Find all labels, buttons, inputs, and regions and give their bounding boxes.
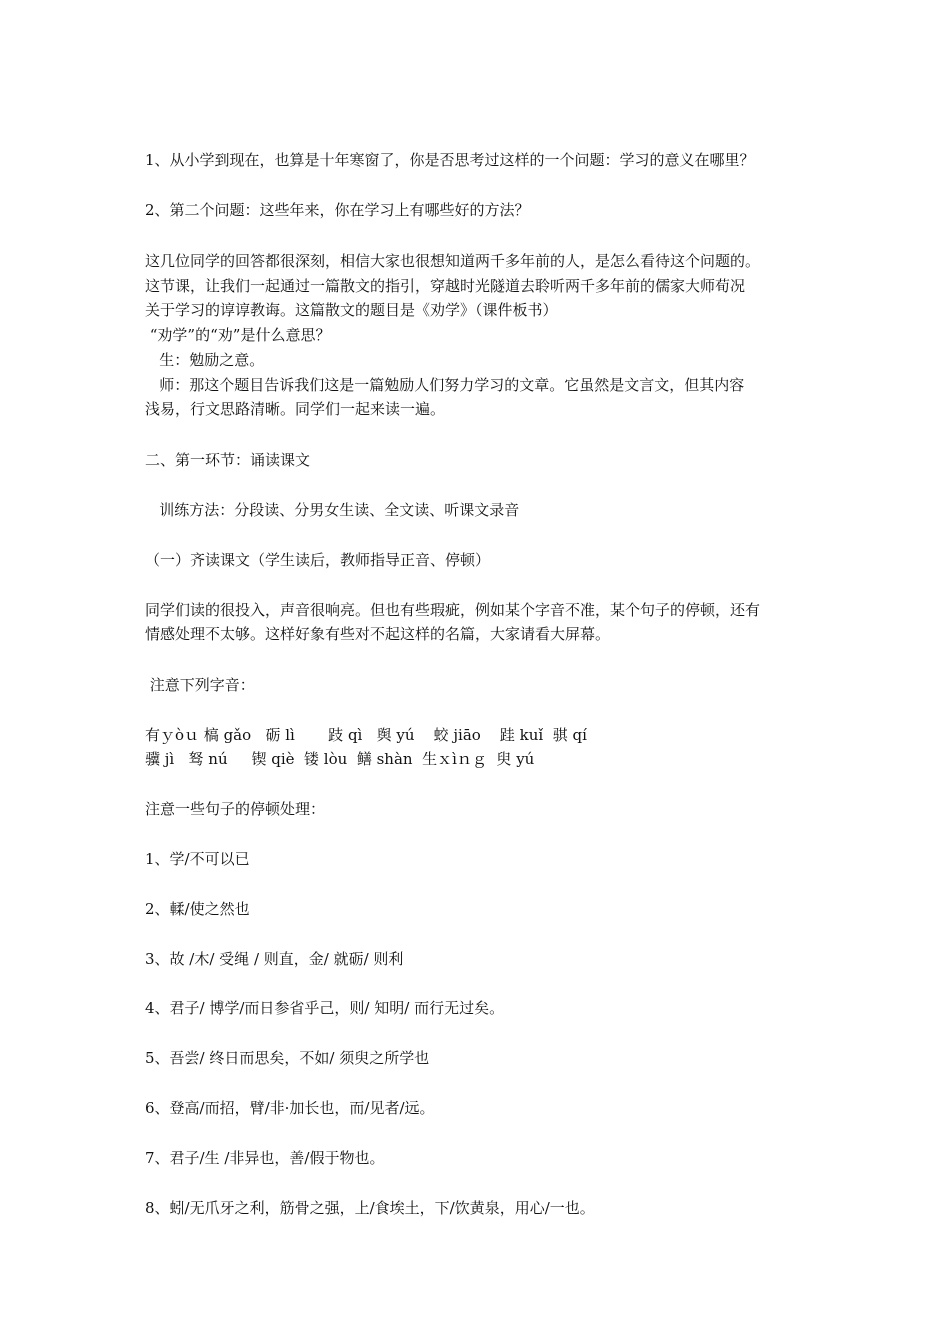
feedback-line-2: 情感处理不太够。这样好象有些对不起这样的名篇，大家请看大屏幕。 (145, 625, 611, 643)
intro-line-2: 这节课，让我们一起通过一篇散文的指引，穿越时光隧道去聆听两千多年前的儒家大师荀况 (145, 277, 746, 295)
question-2: 2、第二个问题：这些年来，你在学习上有哪些好的方法？ (145, 201, 530, 219)
pause-item: 5、吾尝/ 终日而思矣，不如/ 须臾之所学也 (145, 1049, 430, 1067)
subsection-heading: （一）齐读课文（学生读后，教师指导正音、停顿） (145, 551, 491, 569)
intro-line-1: 这几位同学的回答都很深刻，相信大家也很想知道两千多年前的人，是怎么看待这个问题的。 (145, 252, 761, 270)
pause-heading: 注意一些句子的停顿处理： (145, 800, 326, 818)
pause-item: 3、故 /木/ 受绳 / 则直，金/ 就砺/ 则利 (145, 950, 404, 968)
pause-item: 1、学/不可以已 (145, 850, 250, 868)
pronunciation-row-2: 骥 jì 驽 nú 锲 qiè 镂 lòu 鳝 shàn 生ｘìｎｇ 臾 yú (145, 750, 535, 768)
section-heading: 二、第一环节：诵读课文 (145, 451, 311, 469)
intro-line-3: 关于学习的谆谆教诲。这篇散文的题目是《劝学》（课件板书） (145, 301, 558, 319)
intro-line-6: 师：那这个题目告诉我们这是一篇勉励人们努力学习的文章。它虽然是文言文，但其内容 (145, 376, 745, 394)
pause-item: 6、登高/而招，臂/非·加长也，而/见者/远。 (145, 1099, 435, 1117)
intro-line-5: 生：勉励之意。 (145, 351, 265, 369)
pause-item: 8、蚓/无爪牙之利，筋骨之强，上/食埃土，下/饮黄泉，用心/一也。 (145, 1199, 595, 1217)
feedback-line-1: 同学们读的很投入，声音很响亮。但也有些瑕疵，例如某个字音不准，某个句子的停顿，还有 (145, 601, 761, 619)
question-1: 1、从小学到现在，也算是十年寒窗了，你是否思考过这样的一个问题：学习的意义在哪里？ (145, 151, 755, 169)
pause-item: 4、君子/ 博学/而日参省乎己，则/ 知明/ 而行无过矣。 (145, 999, 505, 1017)
training-method: 训练方法：分段读、分男女生读、全文读、听课文录音 (145, 501, 520, 519)
pronunciation-heading: 注意下列字音： (145, 676, 255, 694)
pronunciation-row-1: 有ｙòｕ 槁 gǎo 砺 lì 跂 qì 舆 yú 蛟 jiāo 跬 kuǐ 骐 qí (145, 726, 587, 744)
intro-line-4: “劝学”的“劝”是什么意思？ (145, 326, 331, 344)
pause-item: 7、君子/生 /非异也，善/假于物也。 (145, 1149, 385, 1167)
intro-line-7: 浅易，行文思路清晰。同学们一起来读一遍。 (145, 400, 446, 418)
pause-item: 2、輮/使之然也 (145, 900, 250, 918)
